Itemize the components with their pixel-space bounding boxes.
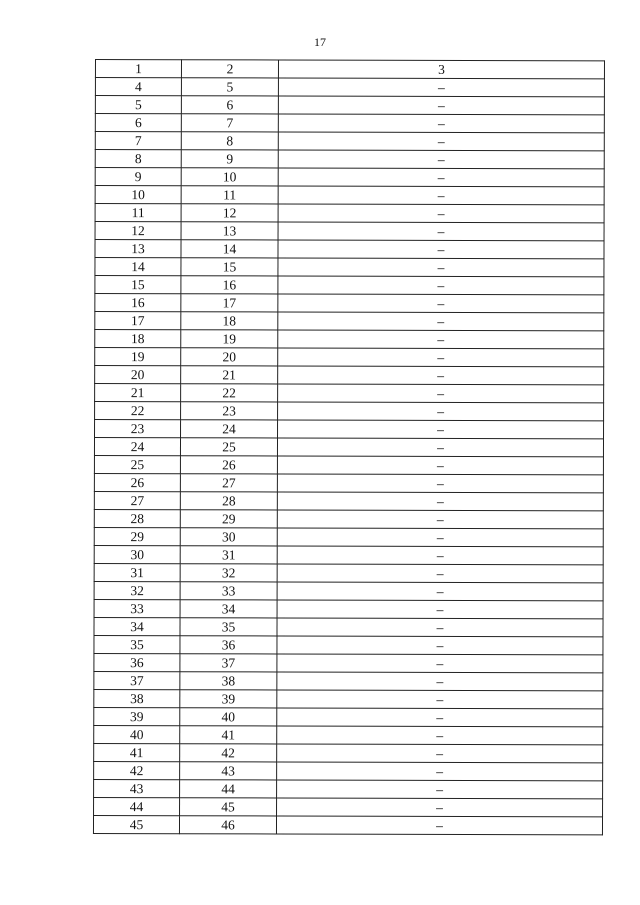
- table-cell-col-3: –: [277, 474, 603, 493]
- table-cell-col-3: –: [277, 546, 603, 565]
- table-cell-col-2: 31: [180, 546, 277, 564]
- table-row: [95, 222, 604, 241]
- table-cell-col-3: –: [277, 780, 603, 799]
- table-cell-col-3: –: [277, 510, 603, 529]
- table-cell-col-1: 40: [94, 725, 180, 743]
- table-cell-col-1: 21: [95, 384, 181, 402]
- table-cell-col-1: 43: [94, 779, 180, 797]
- table-row: [95, 258, 604, 277]
- table-cell-col-3: –: [278, 276, 604, 295]
- table-cell-col-3: –: [278, 150, 604, 169]
- table-cell-col-2: 27: [180, 474, 277, 492]
- table-row: [95, 384, 604, 403]
- table-row: [94, 689, 603, 708]
- table-cell-col-2: 19: [181, 330, 278, 348]
- table-cell-col-3: –: [277, 600, 603, 619]
- table-cell-col-1: 29: [94, 527, 180, 545]
- table-cell-col-1: 4: [95, 78, 181, 96]
- table-row: [95, 150, 604, 169]
- table-row: [95, 186, 604, 205]
- table-cell-col-3: –: [277, 798, 603, 817]
- table-cell-col-1: 12: [95, 222, 181, 240]
- table-row: [94, 671, 603, 690]
- table-cell-col-1: 39: [94, 707, 180, 725]
- table-row: [94, 761, 603, 780]
- table-cell-col-1: 6: [95, 114, 181, 132]
- table-row: [95, 204, 604, 223]
- table-cell-col-1: 36: [94, 653, 180, 671]
- table-cell-col-1: 25: [94, 455, 180, 473]
- table-row: [94, 438, 603, 457]
- table-row: [95, 402, 604, 421]
- table-cell-col-2: 37: [180, 654, 277, 672]
- table-row: [94, 779, 603, 798]
- table-cell-col-2: 15: [181, 258, 278, 276]
- table-cell-col-1: 20: [95, 366, 181, 384]
- table-cell-col-1: 41: [94, 743, 180, 761]
- table-cell-col-1: 37: [94, 671, 180, 689]
- table-cell-col-1: 32: [94, 581, 180, 599]
- table-cell-col-3: –: [278, 402, 604, 421]
- table-cell-col-1: 14: [95, 258, 181, 276]
- table-cell-col-1: 45: [93, 815, 179, 833]
- table-cell-col-3: –: [278, 186, 604, 205]
- table-cell-col-2: 22: [181, 384, 278, 402]
- table-header-row: [95, 60, 604, 79]
- table-cell-col-3: –: [278, 366, 604, 385]
- table-cell-col-2: 44: [180, 780, 277, 798]
- header-cell-3: 3: [278, 60, 604, 79]
- table-cell-col-2: 40: [180, 708, 277, 726]
- table-cell-col-3: –: [276, 816, 602, 835]
- table-cell-col-1: 35: [94, 635, 180, 653]
- table-cell-col-3: –: [277, 528, 603, 547]
- header-cell-1: 1: [95, 60, 181, 78]
- table-row: [94, 473, 603, 492]
- table-cell-col-1: 9: [95, 168, 181, 186]
- table-cell-col-1: 34: [94, 617, 180, 635]
- table-cell-col-1: 16: [95, 294, 181, 312]
- table-row: [94, 617, 603, 636]
- table-cell-col-2: 42: [180, 744, 277, 762]
- table-cell-col-3: –: [278, 78, 604, 97]
- table-cell-col-2: 28: [180, 492, 277, 510]
- table-row: [95, 348, 604, 367]
- table-cell-col-2: 25: [180, 438, 277, 456]
- table-cell-col-2: 14: [181, 240, 278, 258]
- table-cell-col-1: 19: [95, 348, 181, 366]
- table-row: [95, 78, 604, 97]
- table-cell-col-2: 13: [181, 222, 278, 240]
- table-cell-col-1: 28: [94, 509, 180, 527]
- table-row: [95, 276, 604, 295]
- table-cell-col-2: 21: [181, 366, 278, 384]
- table-cell-col-1: 42: [94, 761, 180, 779]
- table-cell-col-3: –: [277, 762, 603, 781]
- table-cell-col-1: 44: [94, 797, 180, 815]
- table-cell-col-2: 7: [181, 114, 278, 132]
- table-cell-col-2: 10: [181, 168, 278, 186]
- table-cell-col-2: 38: [180, 672, 277, 690]
- table-cell-col-2: 12: [181, 204, 278, 222]
- table-cell-col-3: –: [277, 672, 603, 691]
- table-row: [94, 635, 603, 654]
- table-row: [95, 96, 604, 115]
- table-row: [94, 797, 603, 816]
- table-row: [95, 168, 604, 187]
- table-cell-col-2: 32: [180, 564, 277, 582]
- table-row: [95, 420, 604, 439]
- table-cell-col-2: 45: [180, 798, 277, 816]
- table-cell-col-1: 11: [95, 204, 181, 222]
- table-cell-col-1: 15: [95, 276, 181, 294]
- table-cell-col-3: –: [278, 312, 604, 331]
- table-cell-col-1: 31: [94, 563, 180, 581]
- table-cell-col-1: 7: [95, 132, 181, 150]
- table-row: [95, 366, 604, 385]
- table-row: [94, 455, 603, 474]
- table-cell-col-3: –: [277, 708, 603, 727]
- table-cell-col-3: –: [277, 564, 603, 583]
- table-cell-col-2: 26: [180, 456, 277, 474]
- table-row: [94, 527, 603, 546]
- table-row: [94, 491, 603, 510]
- table-cell-col-3: –: [278, 240, 604, 259]
- table-row: [95, 240, 604, 259]
- table-cell-col-2: 33: [180, 582, 277, 600]
- table-row: [94, 707, 603, 726]
- table-cell-col-1: 27: [94, 491, 180, 509]
- table-cell-col-3: –: [277, 582, 603, 601]
- table-cell-col-3: –: [278, 294, 604, 313]
- table-row: [94, 743, 603, 762]
- table-cell-col-2: 20: [181, 348, 278, 366]
- table-cell-col-3: –: [277, 492, 603, 511]
- table-cell-col-2: 5: [181, 78, 278, 96]
- page-number: 17: [314, 35, 326, 49]
- table-cell-col-2: 30: [180, 528, 277, 546]
- table-cell-col-1: 26: [94, 473, 180, 491]
- table-cell-col-3: –: [278, 114, 604, 133]
- table-cell-col-1: 38: [94, 689, 180, 707]
- table-cell-col-2: 18: [181, 312, 278, 330]
- table-row: [95, 312, 604, 331]
- table-cell-col-3: –: [278, 96, 604, 115]
- table-cell-col-1: 33: [94, 599, 180, 617]
- table-cell-col-2: 41: [180, 726, 277, 744]
- table-cell-col-1: 18: [95, 330, 181, 348]
- table-cell-col-3: –: [277, 744, 603, 763]
- table-cell-col-1: 24: [94, 438, 180, 456]
- table-cell-col-2: 35: [180, 618, 277, 636]
- table-cell-col-2: 24: [181, 420, 278, 438]
- table-cell-col-2: 16: [181, 276, 278, 294]
- table-body: [93, 60, 604, 835]
- table-cell-col-1: 5: [95, 96, 181, 114]
- table-cell-col-3: –: [278, 168, 604, 187]
- table-cell-col-2: 36: [180, 636, 277, 654]
- table-row: [94, 599, 603, 618]
- table-cell-col-3: –: [277, 618, 603, 637]
- table-cell-col-3: –: [277, 726, 603, 745]
- table-cell-col-1: 8: [95, 150, 181, 168]
- table-cell-col-3: –: [278, 222, 604, 241]
- table-cell-col-1: 30: [94, 545, 180, 563]
- table-cell-col-3: –: [278, 348, 604, 367]
- table-cell-col-1: 17: [95, 312, 181, 330]
- table-cell-col-2: 6: [181, 96, 278, 114]
- table-row: [93, 815, 602, 834]
- table-cell-col-1: 23: [95, 420, 181, 438]
- table-row: [94, 545, 603, 564]
- data-table: [93, 59, 605, 835]
- table-cell-col-2: 43: [180, 762, 277, 780]
- table-row: [94, 581, 603, 600]
- table-row: [94, 563, 603, 582]
- table-cell-col-2: 17: [181, 294, 278, 312]
- table-cell-col-2: 8: [181, 132, 278, 150]
- table-row: [95, 114, 604, 133]
- table-cell-col-3: –: [278, 420, 604, 439]
- table-cell-col-2: 9: [181, 150, 278, 168]
- table-cell-col-3: –: [278, 330, 604, 349]
- header-cell-2: 2: [181, 60, 278, 78]
- table-row: [94, 725, 603, 744]
- table-cell-col-3: –: [278, 258, 604, 277]
- table-cell-col-3: –: [278, 132, 604, 151]
- table-row: [95, 294, 604, 313]
- table-cell-col-1: 10: [95, 186, 181, 204]
- table-cell-col-1: 13: [95, 240, 181, 258]
- table-cell-col-2: 29: [180, 510, 277, 528]
- table-row: [94, 509, 603, 528]
- table-cell-col-3: –: [278, 204, 604, 223]
- table-cell-col-2: 23: [181, 402, 278, 420]
- table-cell-col-3: –: [277, 456, 603, 475]
- table-cell-col-3: –: [277, 636, 603, 655]
- table-cell-col-2: 46: [179, 816, 276, 834]
- table-cell-col-3: –: [277, 438, 603, 457]
- table-cell-col-2: 39: [180, 690, 277, 708]
- table-cell-col-3: –: [277, 690, 603, 709]
- table-cell-col-3: –: [277, 654, 603, 673]
- table-cell-col-2: 34: [180, 600, 277, 618]
- table-cell-col-1: 22: [95, 402, 181, 420]
- table-row: [95, 132, 604, 151]
- table-row: [95, 330, 604, 349]
- table-cell-col-2: 11: [181, 186, 278, 204]
- table-row: [94, 653, 603, 672]
- table-cell-col-3: –: [278, 384, 604, 403]
